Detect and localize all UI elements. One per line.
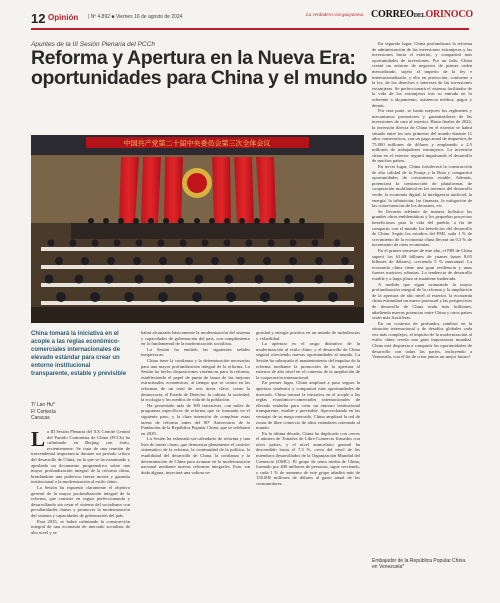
byline-location: Caracas [31, 415, 50, 421]
paragraph: En tercer lugar, China fortalecerá la construcción de alta calidad de la Franja y la Ruta y compartirá oportunidades de crecimiento estable. Además, potenciará la construcción de plataformas de cooperación multilateral en los terrenos del desarrollo verde, la economía digital, la inteligencia artificial, la energía, la tributación, las finanzas, la mitigación de las consecuencias de los desastres, etc. [372, 164, 472, 209]
photo-caption: China tomará la iniciativa en el acople a las reglas económico-comerciales internacionales de elevado estándar para crear un entorno institucional transparente, estable y previsible [31, 331, 127, 377]
article-column-2 [141, 330, 250, 599]
plenary-session-photo [31, 135, 364, 323]
header-divider [31, 28, 469, 30]
paragraph: La Sesión ha emitido las siguientes señales inequívocas: [141, 346, 250, 358]
paragraph: La Sesión ha esbozado un calendario de reforma y una lista de tareas claras, que demuestra plenamente el carácter sistemático de la reforma, la continuidad de la política, la estabilidad del desarrollo de China, la confianza y la determinación de China para avanzar en la modernización nacional mediante nuevas reformas integrales. Esto, sin duda alguna, inyectará una valiosa se- [141, 436, 250, 475]
brand-main: CORREO [371, 9, 414, 20]
byline [31, 402, 56, 422]
paragraph: Por otra parte, se harán mejores los regímenes y mecanismos promotores y garantizadores de las inversiones de cara al exterior. Hasta finales de 2022, la inversión directa de China en el exterior se habrá situado entre los tres primeros del mundo durante 11 años consecutivos, con un pago anual de impuestos de 75.000 millones de dólares y empleando a 2,5 millones de trabajadores extranjeros. La inversión china en el exterior seguirá impulsando el desarrollo de muchos países. [372, 108, 472, 164]
paragraph: En un contexto de profundos cambios en la situación internacional y de desafíos globales cada vez más complejos, el impulso de la modernización al estilo chino revela una gran importancia mundial. China está dispuesta a compartir las oportunidades de desarrollo con todas las partes, incluyendo a Venezuela, con el fin de crear juntos un mejor futuro! [372, 320, 472, 360]
paragraph: habrá alcanzado básicamente la modernización del sistema y capacidades de gobernación del país, con cumplimiento en lo fundamental de la modernización socialista. [141, 330, 250, 347]
paragraph: A medida que sigan avanzando la mayor profundización integral de la reforma y la ampliación de la apertura de alto nivel al exterior, la economía china estimulará un nuevo potencial y las perspectivas de desarrollo de China serán más brillantes, añadiendo nuevas potencias entre China y otros países serán más fructíferas. [372, 281, 472, 321]
newspaper-brand [371, 9, 473, 20]
article-title: Reforma y Apertura en la Nueva Era: oportunidades para China y el mundo [31, 47, 367, 89]
article-photo [31, 135, 364, 323]
article-column-1 [31, 429, 130, 599]
brand-accent: ORINOCO [425, 9, 473, 20]
paragraph: Ha presentado más de 300 iniciativas, con miles de programas específicos de reforma que se formarán en el siguiente paso, y la clara intención de completar estas tareas de reforma antes del 80º Aniversario de la Fundación de la República Popular China, que se celebrará en 2029. [141, 402, 250, 436]
brand-sub: DEL [413, 13, 426, 19]
paragraph: En primer lugar, China ampliará a paso seguro la apertura sistémica y compartirá más oportunidades de mercado. China tomará la iniciativa en el acople a las reglas económico-comerciales internacionales de elevado estándar para crear un entorno institucional transparente, estable y previsible. Aprovechando en las ventajas de su mega mercado, China ampliará la red de zonas de libre comercio de altos estándares orientada al mundo. [256, 380, 360, 431]
issue-info: | Nº 4.892 ■ Viernes 16 de agosto de 2024 [88, 14, 183, 20]
page-header [0, 0, 500, 30]
paragraph: a III Sesión Plenaria del XX Comité Central del Partido Comunista de China (PCCh) ha culminado en Beijing con éxito, recientemente. Se trata de una reunión de trascendental importancia durante un período crítico del desarrollo de China, en la que se ha examinado y aprobado un documento programático sobre una mayor profundización integral de la reforma china, brindándose una poderosa fuerza motriz y garantía institucional a la modernización al estilo chino. [31, 429, 130, 485]
photo-banner-text: 中国共产党第二十届中央委员会第三次全体会议 [123, 139, 271, 148]
tagline: La verdadera voz guayanesa [306, 13, 364, 18]
paragraph: China tiene la confianza y la determinación necesarias para una mayor profundización integral de la reforma. La Sesión ha hecho disposiciones sistémicas para la reforma, estableciendo el papel de punta de lanza de las mejoras estructurales económicas, al tiempo que se centra en las reformas de un total de seis áreas clave, como la democracia, el Estado de Derecho, la cultura, la sociedad, la ecología y los medios de vida de la población. [141, 357, 250, 403]
paragraph: En segundo lugar, China profundizará la reforma de administración de las inversiones extranjeras y las inversiones hacia el exterior, y compartirá más oportunidades de inversiones. Por un lado, China creará un entorno de negocios de primer orden mercadizado, sujeto al imperio de la ley e internacionalizado, y elio en protección, conforme a la ley, de los derechos e intereses de las inversiones extranjeras. Se perfeccionará el sistema facilitador de la vida de los extranjeros tras su entrada en lo referente a alojamiento, asistencia médica, pagos y demás. [372, 41, 472, 108]
author-signature: Embajador de la República Popular China en Venezuela* [372, 558, 466, 570]
drop-cap: L [31, 429, 46, 451]
article-column-3 [256, 330, 360, 599]
paragraph: guridad y energía positiva en un mundo de turbulencias y volatilidad. [256, 330, 360, 341]
article-column-4 [372, 41, 472, 551]
paragraph: La Sesión ha expuesto claramente el objetivo general de la mayor profundización integral de la reforma, que consiste en seguir perfeccionando y desarrollando sin cesar el sistema del socialismo con peculiaridades chinas y promover la modernización del sistema y capacidades de gobernación del país. [31, 484, 130, 518]
byline-photo-credit: F/ Cortesía [31, 408, 56, 415]
byline-author: T/ Lan Hu* [31, 402, 55, 408]
paragraph: En el primer semestre de este año, el PIB de China superó los 61,68 billones de yuanes (unos 8,65 billones de dólares), creciendo 5 % interanual. La economía china tiene una gran resiliencia y unas fuertes motrices robustas. La tendencia de desarrollo estable y a largo plazo se mantiene inalterada. [372, 247, 472, 281]
paragraph: Para 2035, se habrá culminado la construcción integral de una economía de mercado socialista de alto nivel y se [31, 518, 130, 535]
paragraph: La apertura es el rasgo distintivo de la modernización al estilo chino, y el desarrollo de China seguirá ofreciendo nuevas oportunidades al mundo. La Sesión ha subrayado el mantenimiento del impulso de la reforma mediante la promoción de la apertura al exterior de alto nivel en el contexto de la ampliación de la cooperación internacional. [256, 341, 360, 380]
paragraph: En la última década, China ha duplicado con creces el número de Tratados de Libre Comercio firmados con otros países, y el nivel arancelario general ha descendido hasta el 7,3 %, cerca del nivel de los miembros desarrollados de la Organización Mundial del Comercio (OMC). El grupo de renta media de China, formado por 400 millones de personas, sigue creciendo, y cada 1 % de aumento de este grupo añadirá más de 150.000 millones de dólares al gasto anual de los consumidores. [256, 430, 360, 487]
section-name: Opinión [48, 13, 79, 22]
paragraph: Se llevarán adelante de manera holística las grandes obras emblemáticas y los pequeños proyectos beneficiosos para la vida del pueblo, a fin de compartir con el mundo los beneficios del desarrollo de China. Según los estudios del FMI, cada 1 % de crecimiento de la economía china llevará un 0,3 % de incremento de otras economías. [372, 208, 472, 248]
article-kicker: Apuntes de la III Sesión Plenaria del PCCh [31, 41, 155, 48]
page-number: 12 [31, 11, 46, 26]
